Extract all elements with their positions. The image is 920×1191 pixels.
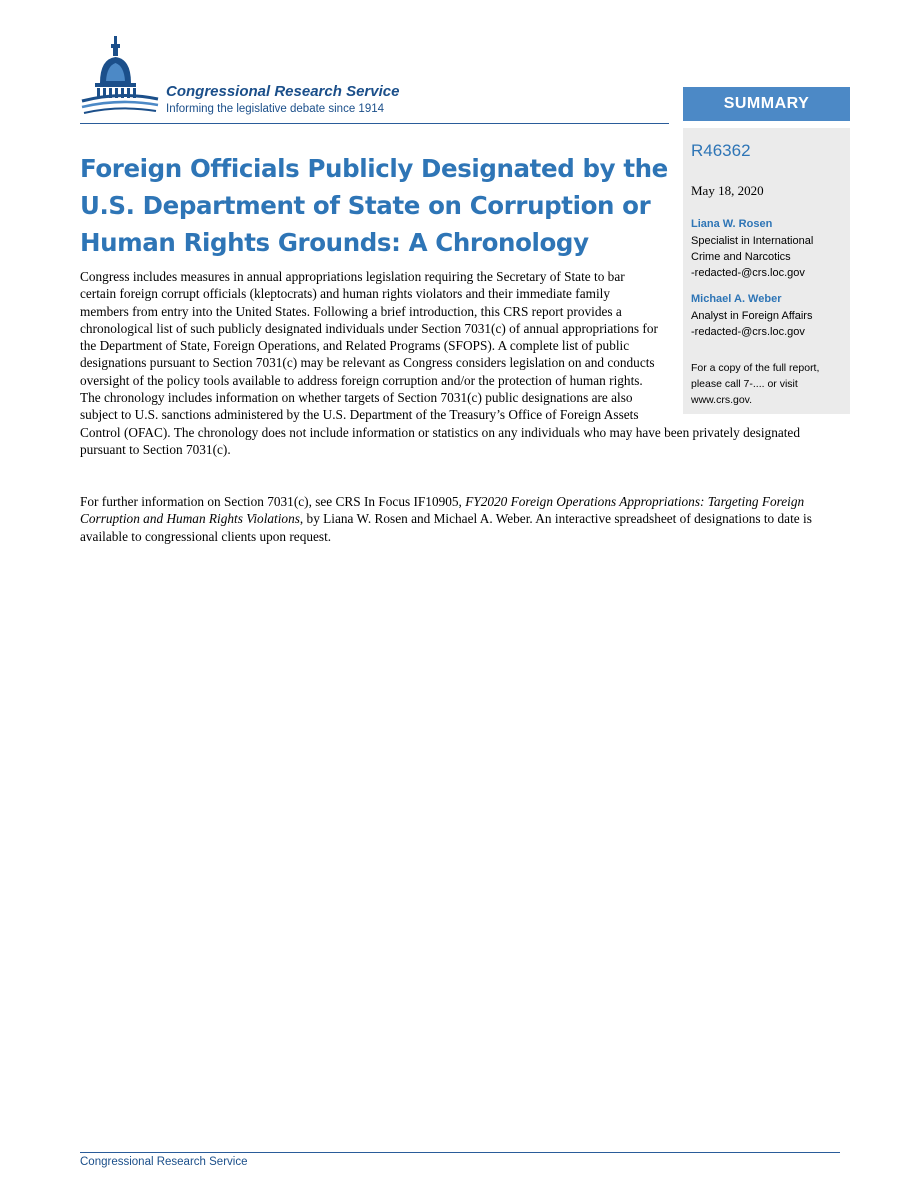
footer-divider xyxy=(80,1152,840,1153)
paragraph-text: , by Liana W. Rosen and Michael A. Weber. An interactive spreadsheet of designations to date is available to congressional clients upon request. xyxy=(80,511,812,544)
author-title: Specialist in International xyxy=(691,235,814,247)
copy-note: For a copy of the full report, please call 7-.... or visit www.crs.gov. xyxy=(691,362,820,406)
page-title: Foreign Officials Publicly Designated by the U.S. Department of State on Corruption or Human Rights Grounds: A Chronology xyxy=(80,154,668,257)
paragraph-text: For further information on Section 7031(c), see CRS In Focus IF10905, xyxy=(80,494,466,509)
author-title: Crime and Narcotics xyxy=(691,251,791,263)
author-name: Liana W. Rosen xyxy=(691,218,773,230)
header-divider xyxy=(80,123,669,124)
capitol-dome-icon xyxy=(80,33,164,123)
further-info-paragraph xyxy=(80,493,820,545)
paragraph-text: Congress includes measures in annual appropriations legislation requiring the Secretary of State to bar certain foreign corrupt officials (kleptocrats) and human rights violators and their immediate family members from entry into the United States. Following a brief introduction, this CRS report provides a chronological list of such publicly designated individuals under Section 7031(c) of annual appropriations for the Department of State, Foreign Operations, and Related Programs (SFOPS). A complete list of public designations pursuant to Section 7031(c) may be relevant as Congress considers legislation on and conducts oversight of the policy tools available to address foreign corruption and/or the protection of human rights. The chronology includes information on whether targets of Section 7031(c) public designations are also subject to U.S. sanctions administered by the U.S. Department of the Treasury’s Office of Foreign Assets Control (OFAC). The chronology does not include information or statistics on any individuals who may have been privately designated pursuant to Section 7031(c). xyxy=(80,269,800,457)
summary-paragraph xyxy=(80,268,835,458)
author-email: -redacted-@crs.loc.gov xyxy=(691,326,805,338)
author-email: -redacted-@crs.loc.gov xyxy=(691,267,805,279)
report-title-reference: FY2020 Foreign Operations Appropriations: Targeting Foreign Corruption and Human Rights Violations xyxy=(80,494,805,527)
org-tagline: Informing the legislative debate since 1914 xyxy=(166,103,385,115)
crs-logo xyxy=(80,33,480,123)
report-number: R46362 xyxy=(691,141,751,160)
summary-tab: SUMMARY xyxy=(683,87,850,121)
author-name: Michael A. Weber xyxy=(691,293,782,305)
author-title: Analyst in Foreign Affairs xyxy=(691,310,813,322)
footer-org-name: Congressional Research Service xyxy=(80,1156,248,1168)
report-date: May 18, 2020 xyxy=(691,183,764,198)
org-name: Congressional Research Service xyxy=(166,83,400,100)
